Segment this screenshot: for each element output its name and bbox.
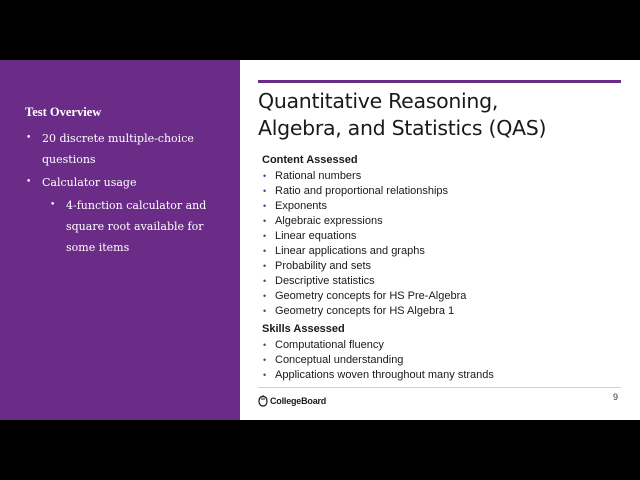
skills-assessed-list xyxy=(262,338,494,383)
bullet-dot-icon: • xyxy=(263,231,267,241)
slide-title-line: Algebra, and Statistics (QAS) xyxy=(258,116,547,140)
content-assessed-heading: Content Assessed xyxy=(262,154,358,166)
list-item: • Probability and sets xyxy=(263,260,371,272)
list-item: • Geometry concepts for HS Pre-Algebra xyxy=(263,290,467,302)
slide-title-line: Quantitative Reasoning, xyxy=(258,89,499,113)
skills-assessed-heading: Skills Assessed xyxy=(262,323,345,335)
overview-bullet-questions xyxy=(26,128,194,170)
test-overview-heading: Test Overview xyxy=(25,105,102,119)
list-item: • Exponents xyxy=(263,200,327,212)
bullet-text-line: 4-function calculator and xyxy=(66,199,207,212)
overview-bullet-calculator xyxy=(26,172,137,193)
list-item: • Computational fluency xyxy=(263,339,384,351)
content-assessed-list xyxy=(262,169,466,319)
title-rule xyxy=(258,80,621,83)
bullet-dot-icon: • xyxy=(263,340,267,350)
slide-title xyxy=(258,88,628,142)
collegeboard-logo xyxy=(258,394,326,408)
bullet-dot-icon: • xyxy=(50,200,56,210)
bullet-dot-icon: • xyxy=(263,216,267,226)
list-item: • Ratio and proportional relationships xyxy=(263,185,449,197)
bullet-dot-icon: • xyxy=(263,370,267,380)
list-item: • Linear equations xyxy=(263,230,357,242)
bullet-dot-icon: • xyxy=(263,291,267,301)
bullet-text-line: Calculator usage xyxy=(42,176,137,189)
bullet-dot-icon: • xyxy=(263,355,267,365)
bullet-dot-icon: • xyxy=(26,177,32,187)
bullet-text-line: 20 discrete multiple-choice xyxy=(42,132,194,145)
list-item: • Algebraic expressions xyxy=(263,215,383,227)
list-item: • Descriptive statistics xyxy=(263,275,375,287)
logo-text: CollegeBoard xyxy=(270,396,327,406)
overview-subbullet-calculator-detail xyxy=(50,195,207,258)
bullet-dot-icon: • xyxy=(263,186,267,196)
left-panel xyxy=(0,60,240,420)
bullet-dot-icon: • xyxy=(263,306,267,316)
bullet-dot-icon: • xyxy=(263,246,267,256)
bullet-dot-icon: • xyxy=(263,261,267,271)
page-number: 9 xyxy=(613,392,619,402)
footer-rule xyxy=(258,387,621,388)
bullet-dot-icon: • xyxy=(26,133,32,143)
bullet-dot-icon: • xyxy=(263,171,267,181)
list-item: • Geometry concepts for HS Algebra 1 xyxy=(263,305,455,317)
list-item: • Applications woven throughout many strands xyxy=(263,369,494,381)
bullet-text-line: questions xyxy=(42,153,96,166)
bullet-dot-icon: • xyxy=(263,276,267,286)
list-item: • Linear applications and graphs xyxy=(263,245,425,257)
acorn-icon xyxy=(258,395,268,407)
bullet-text-line: some items xyxy=(66,241,130,254)
list-item: • Conceptual understanding xyxy=(263,354,404,366)
list-item: • Rational numbers xyxy=(263,170,362,182)
slide xyxy=(0,60,640,420)
bullet-dot-icon: • xyxy=(263,201,267,211)
bullet-text-line: square root available for xyxy=(66,220,204,233)
